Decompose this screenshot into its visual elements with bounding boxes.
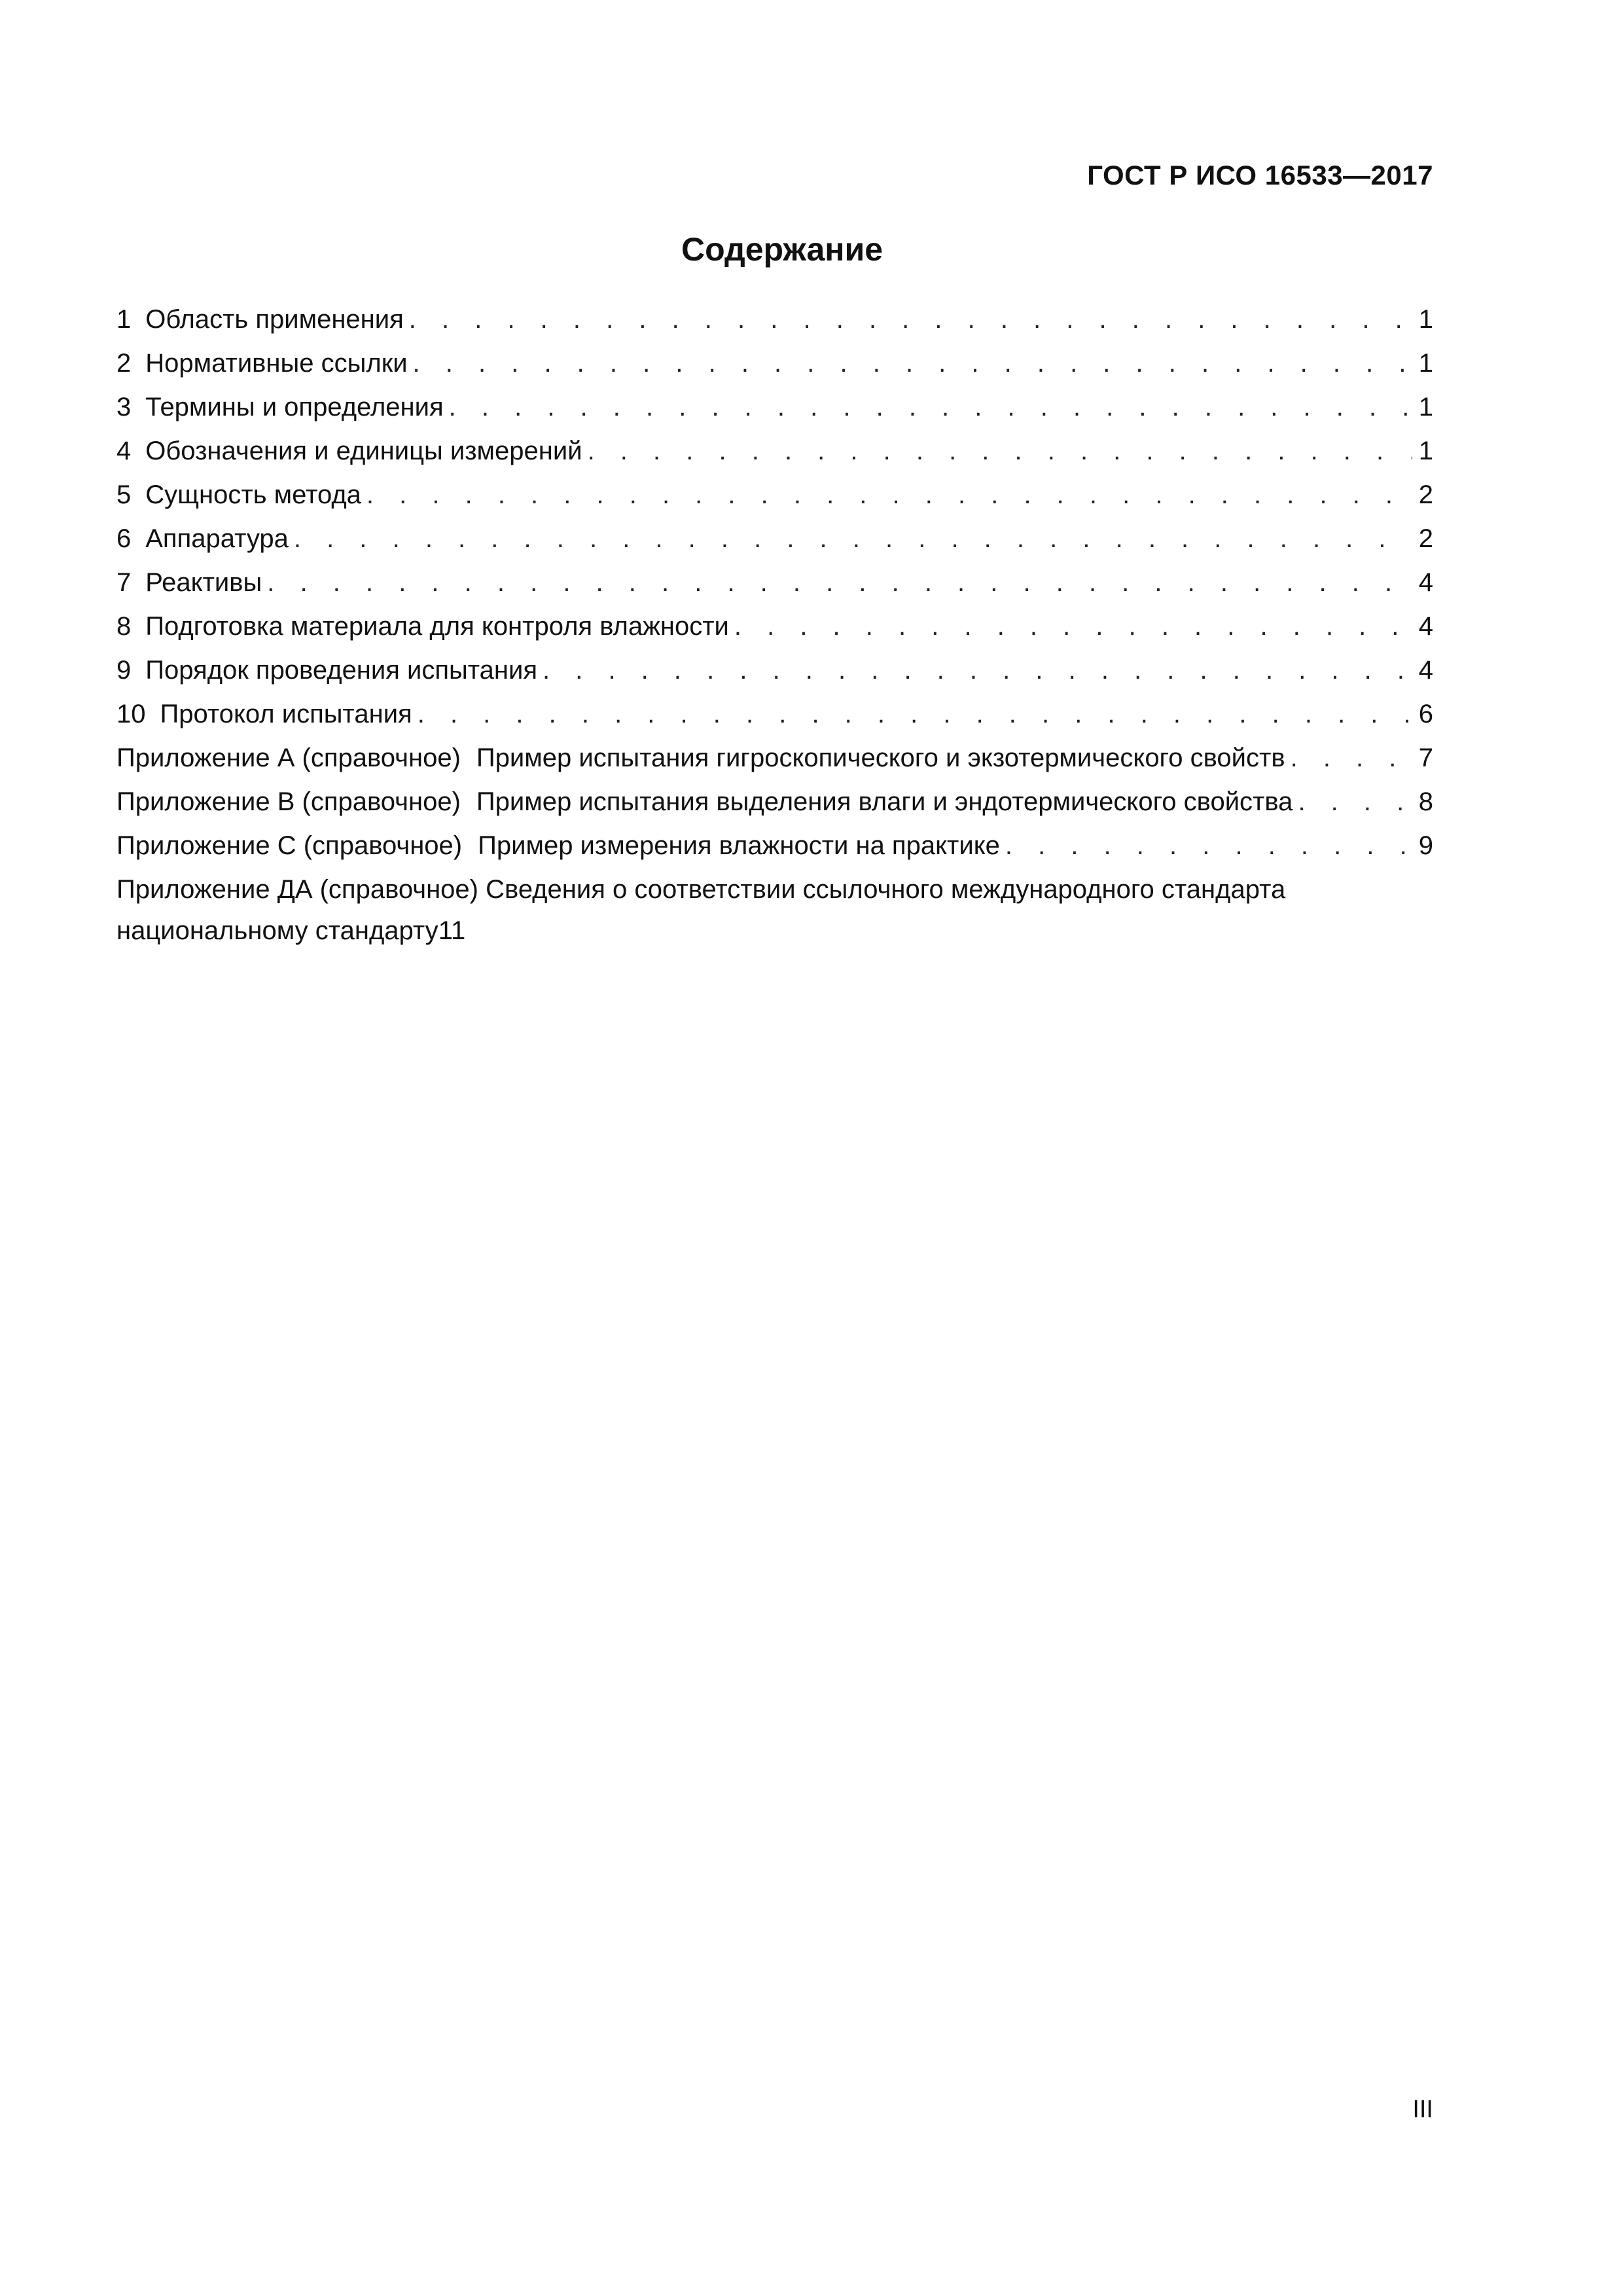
toc-entry-first-line bbox=[116, 868, 1433, 909]
toc-entry-number: 6 bbox=[116, 524, 132, 553]
dot-leader bbox=[449, 386, 1412, 429]
dot-leader bbox=[588, 429, 1412, 473]
toc-entry-page: 1 bbox=[1418, 305, 1433, 334]
toc-entry-number: 2 bbox=[116, 349, 132, 378]
appendix-designation: Приложение С (справочное) bbox=[116, 831, 463, 860]
appendix-designation: Приложение ДА (справочное) bbox=[116, 875, 478, 904]
dot-leader bbox=[1291, 736, 1412, 780]
toc-entry-label: Пример испытания гигроскопического и экзотермического свойств bbox=[476, 744, 1285, 772]
toc-entry-number: 7 bbox=[116, 568, 132, 597]
dot-leader bbox=[1005, 824, 1412, 868]
toc-entry-label: Сущность метода bbox=[145, 480, 361, 509]
toc-appendix-da[interactable] bbox=[116, 868, 1433, 953]
toc-entry-2[interactable] bbox=[116, 342, 1433, 386]
toc-entry-number: 10 bbox=[116, 700, 146, 728]
dot-leader bbox=[543, 649, 1412, 692]
toc-entry-number: 8 bbox=[116, 612, 132, 641]
dot-leader bbox=[267, 561, 1412, 605]
toc-entry-1[interactable] bbox=[116, 298, 1433, 342]
toc-entry-page: 11 bbox=[438, 916, 466, 945]
toc-entry-7[interactable] bbox=[116, 561, 1433, 605]
toc-appendix-c[interactable] bbox=[116, 824, 1433, 868]
table-of-contents bbox=[116, 298, 1433, 953]
toc-entry-page: 2 bbox=[1418, 480, 1433, 509]
document-designation: ГОСТ Р ИСО 16533—2017 bbox=[1087, 160, 1433, 190]
toc-entry-second-line bbox=[116, 909, 1433, 953]
toc-entry-label: Обозначения и единицы измерений bbox=[145, 437, 582, 465]
toc-entry-page: 9 bbox=[1418, 831, 1433, 860]
toc-entry-label: Сведения о соответствии ссылочного международного стандарта bbox=[486, 875, 1286, 904]
toc-title: Содержание bbox=[681, 231, 883, 268]
dot-leader bbox=[409, 298, 1412, 342]
toc-entry-label: Реактивы bbox=[145, 568, 262, 597]
toc-entry-label: Область применения bbox=[145, 305, 404, 334]
page-number: III bbox=[1412, 2096, 1433, 2123]
toc-entry-number: 4 bbox=[116, 437, 132, 465]
toc-entry-label: Пример испытания выделения влаги и эндотермического свойства bbox=[476, 787, 1293, 816]
toc-entry-page: 7 bbox=[1418, 744, 1433, 772]
toc-entry-3[interactable] bbox=[116, 386, 1433, 429]
appendix-designation: Приложение В (справочное) bbox=[116, 787, 461, 816]
toc-entry-number: 9 bbox=[116, 656, 132, 685]
toc-entry-label-continued: национальному стандарту bbox=[116, 916, 438, 945]
toc-entry-label: Подготовка материала для контроля влажности bbox=[145, 612, 729, 641]
toc-entry-9[interactable] bbox=[116, 649, 1433, 692]
toc-entry-label: Протокол испытания bbox=[160, 700, 412, 728]
toc-entry-label: Пример измерения влажности на практике bbox=[478, 831, 1000, 860]
toc-entry-page: 4 bbox=[1418, 568, 1433, 597]
toc-entry-label: Аппаратура bbox=[145, 524, 289, 553]
dot-leader bbox=[1298, 780, 1412, 824]
toc-entry-page: 1 bbox=[1418, 437, 1433, 465]
toc-entry-number: 1 bbox=[116, 305, 132, 334]
toc-appendix-a[interactable] bbox=[116, 736, 1433, 780]
toc-entry-6[interactable] bbox=[116, 517, 1433, 561]
toc-entry-page: 1 bbox=[1418, 349, 1433, 378]
toc-entry-5[interactable] bbox=[116, 473, 1433, 517]
toc-entry-page: 4 bbox=[1418, 612, 1433, 641]
dot-leader bbox=[734, 605, 1412, 649]
dot-leader bbox=[366, 473, 1412, 517]
toc-entry-label: Порядок проведения испытания bbox=[145, 656, 537, 685]
toc-entry-page: 8 bbox=[1418, 787, 1433, 816]
toc-entry-label: Нормативные ссылки bbox=[145, 349, 408, 378]
dot-leader bbox=[413, 342, 1412, 386]
toc-entry-4[interactable] bbox=[116, 429, 1433, 473]
dot-leader bbox=[418, 692, 1412, 736]
appendix-designation: Приложение А (справочное) bbox=[116, 744, 461, 772]
toc-entry-page: 1 bbox=[1418, 393, 1433, 422]
toc-entry-page: 2 bbox=[1418, 524, 1433, 553]
toc-entry-page: 4 bbox=[1418, 656, 1433, 685]
toc-entry-8[interactable] bbox=[116, 605, 1433, 649]
toc-appendix-b[interactable] bbox=[116, 780, 1433, 824]
toc-entry-number: 3 bbox=[116, 393, 132, 422]
toc-entry-label: Термины и определения bbox=[145, 393, 444, 422]
dot-leader bbox=[294, 517, 1412, 561]
toc-entry-page: 6 bbox=[1418, 700, 1433, 728]
toc-entry-number: 5 bbox=[116, 480, 132, 509]
toc-entry-10[interactable] bbox=[116, 692, 1433, 736]
